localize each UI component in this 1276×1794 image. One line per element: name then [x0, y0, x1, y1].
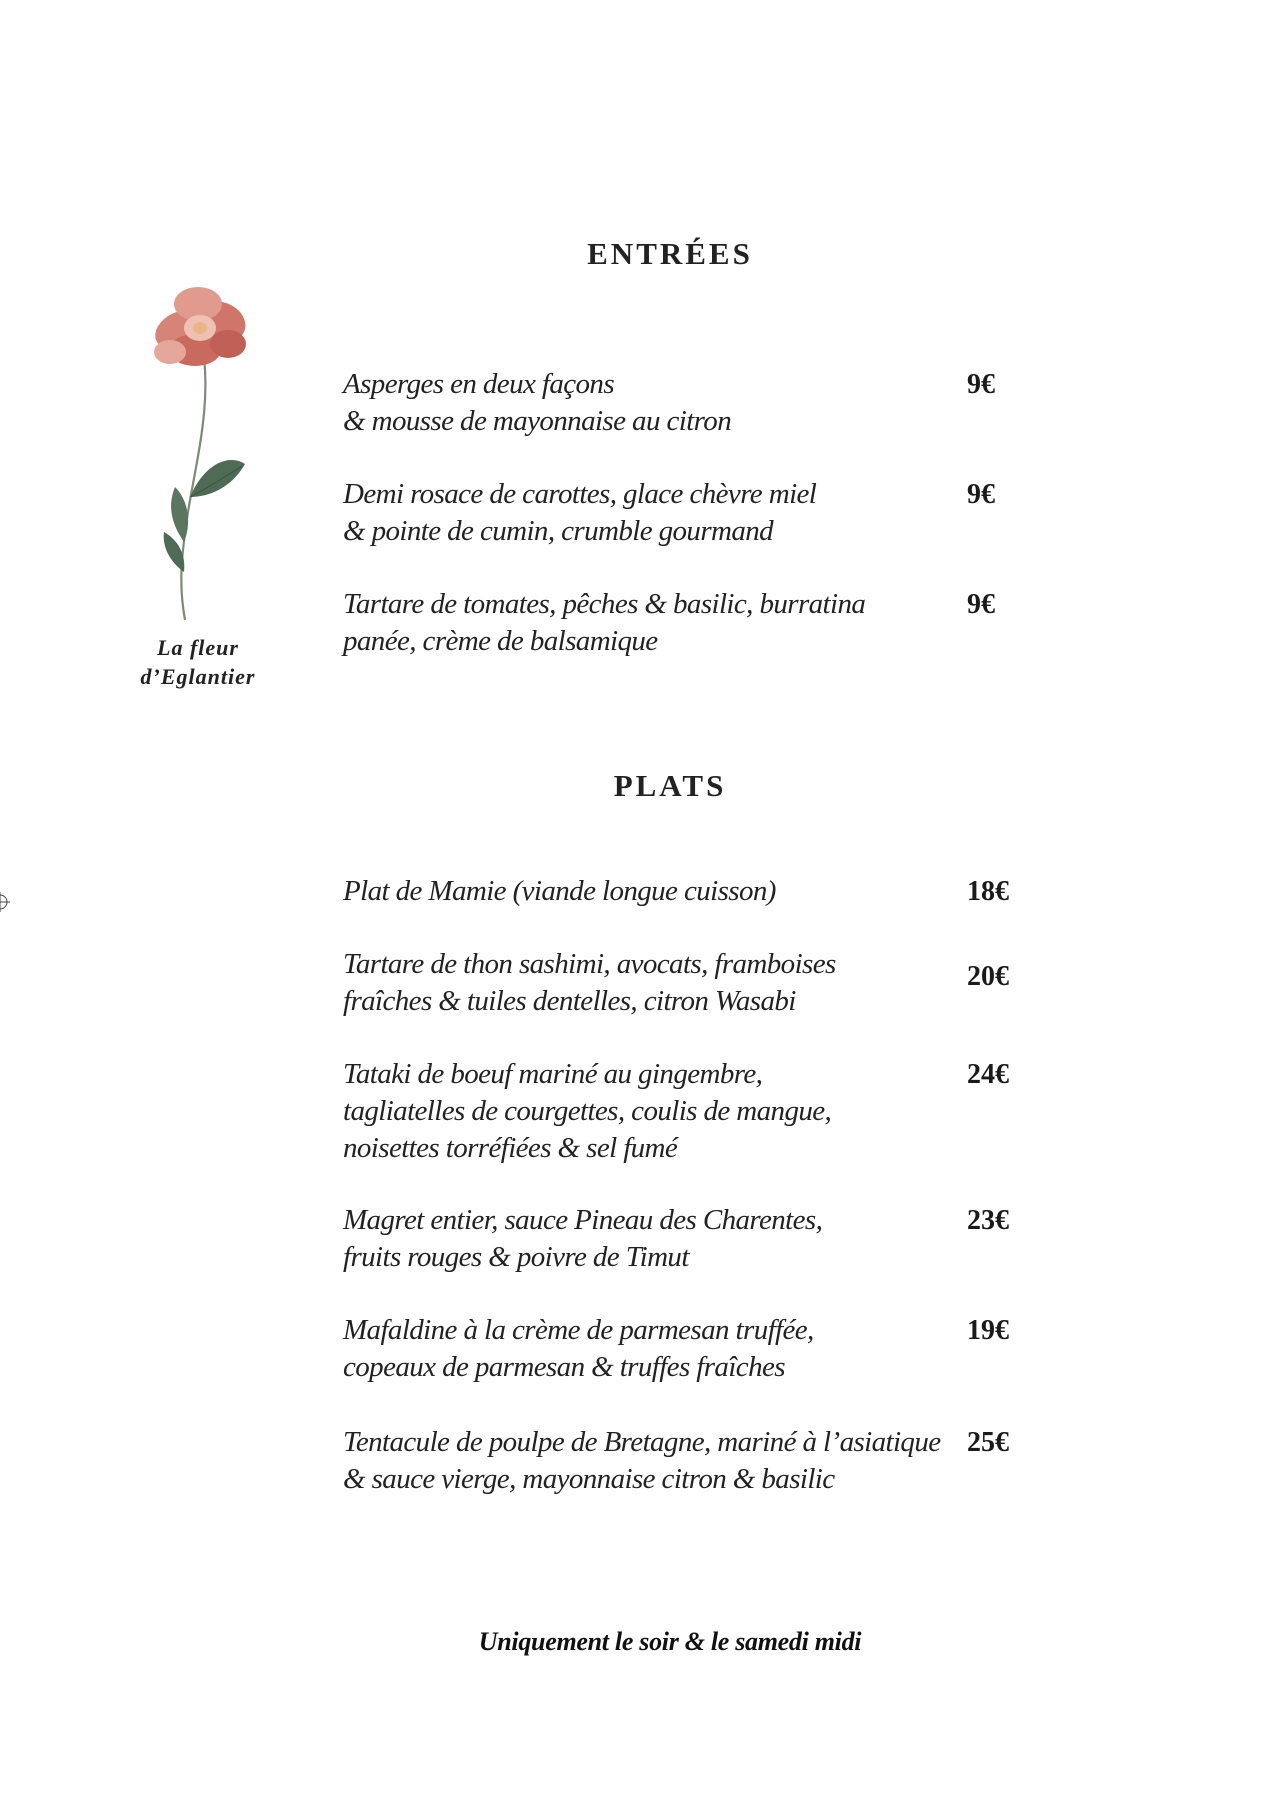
menu-item [343, 1424, 1009, 1498]
menu-item [343, 366, 995, 440]
menu-item-description: Demi rosace de carottes, glace chèvre miel & pointe de cumin, crumble gourmand [343, 478, 817, 547]
menu-item-price: 25€ [967, 1427, 1009, 1458]
menu-item-description: Plat de Mamie (viande longue cuisson) [343, 875, 776, 907]
menu-item-description: Asperges en deux façons & mousse de mayonnaise au citron [343, 368, 732, 437]
registration-mark-icon [0, 892, 10, 912]
menu-item-price: 9€ [967, 589, 995, 620]
menu-item-description: Tartare de thon sashimi, avocats, framboises fraîches & tuiles dentelles, citron Wasabi [343, 948, 836, 1017]
menu-item-price: 20€ [967, 961, 1009, 992]
menu-item [343, 873, 1009, 910]
menu-item-price: 9€ [967, 479, 995, 510]
menu-item-description: Tartare de tomates, pêches & basilic, burratina panée, crème de balsamique [343, 588, 866, 657]
menu-item-price: 24€ [967, 1059, 1009, 1090]
menu-item [343, 476, 995, 550]
menu-item [343, 586, 995, 660]
menu-item [343, 1202, 1009, 1276]
flower-caption: La fleur d’Eglantier [140, 635, 256, 689]
menu-item-price: 23€ [967, 1205, 1009, 1236]
menu-item-description: Tataki de boeuf mariné au gingembre, tagliatelles de courgettes, coulis de mangue, noisettes torréfiées & sel fumé [343, 1058, 832, 1164]
section-title-entrees: ENTRÉES [587, 236, 753, 271]
menu-item [343, 1056, 1009, 1167]
availability-note: Uniquement le soir & le samedi midi [478, 1627, 862, 1656]
eglantier-flower-illustration [140, 282, 270, 627]
menu-item-description: Mafaldine à la crème de parmesan truffée, copeaux de parmesan & truffes fraîches [343, 1314, 814, 1383]
menu-item [343, 1312, 1009, 1386]
menu-item-description: Magret entier, sauce Pineau des Charentes, fruits rouges & poivre de Timut [343, 1204, 823, 1273]
menu-item-price: 18€ [967, 876, 1009, 907]
menu-item-description: Tentacule de poulpe de Bretagne, mariné à l’asiatique & sauce vierge, mayonnaise citron & basilic [343, 1426, 941, 1495]
menu-item-price: 19€ [967, 1315, 1009, 1346]
menu-item-price: 9€ [967, 369, 995, 400]
menu-item [343, 946, 1009, 1020]
section-title-plats: PLATS [613, 768, 727, 803]
